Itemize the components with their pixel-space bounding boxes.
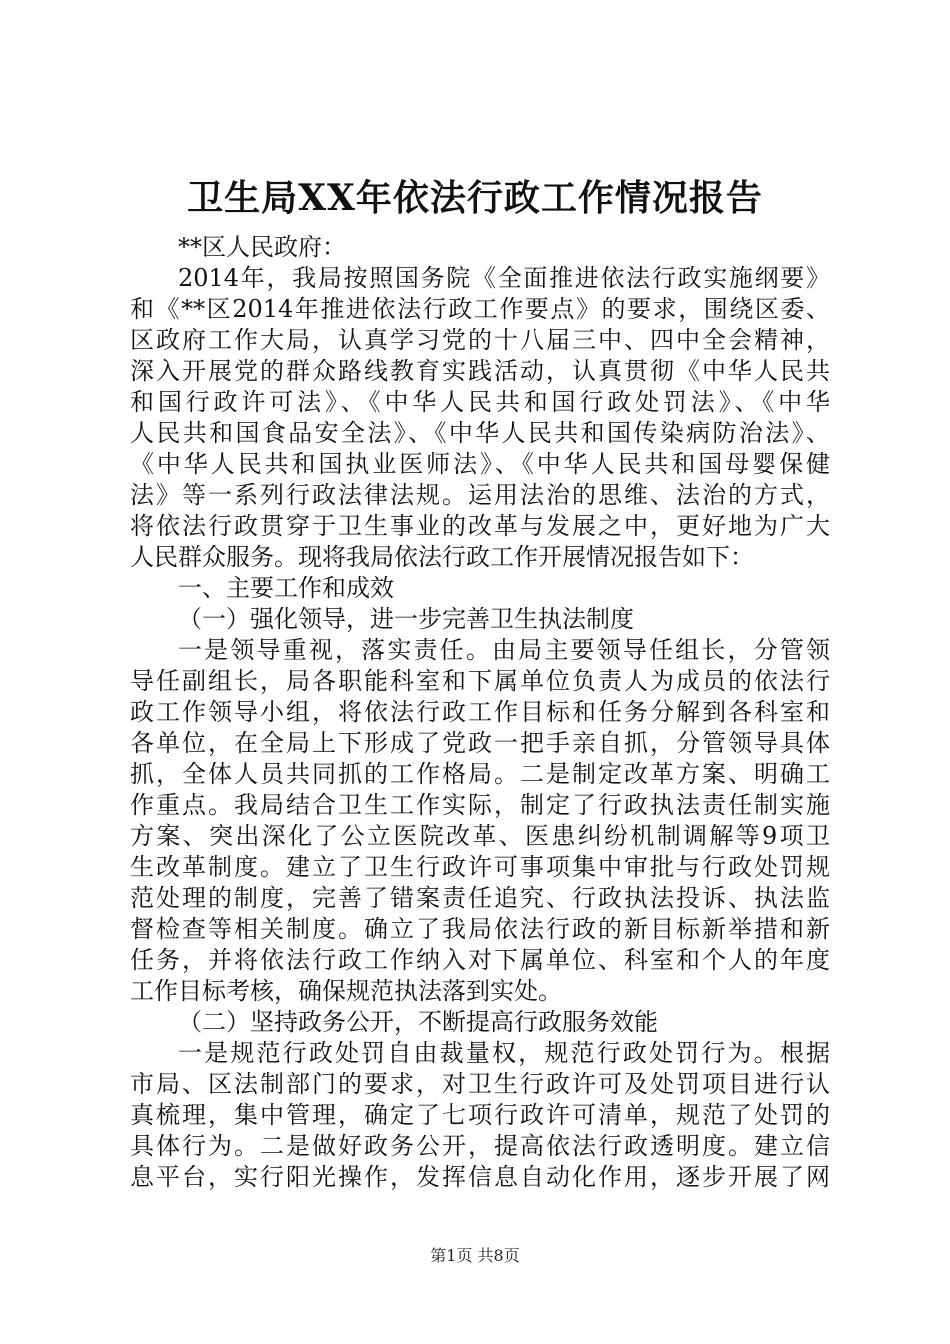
salutation: **区人民政府： — [178, 233, 346, 261]
paragraph-line: 《中华人民共和国执业医师法》、《中华人民共和国母婴保健 — [130, 450, 830, 478]
paragraph-line: 人民共和国食品安全法》、《中华人民共和国传染病防治法》、 — [130, 419, 830, 447]
paragraph-line: 和《**区2014年推进依法行政工作要点》的要求，围绕区委、 — [130, 295, 830, 323]
paragraph-line: 生改革制度。建立了卫生行政许可事项集中审批与行政处罚规 — [130, 853, 830, 881]
paragraph-line: 区政府工作大局，认真学习党的十八届三中、四中全会精神， — [130, 326, 830, 354]
page-footer: 第1页 共8页 — [430, 1246, 520, 1265]
paragraph-line: 真梳理，集中管理，确定了七项行政许可清单，规范了处罚的 — [130, 1101, 830, 1129]
paragraph-line: 导任副组长，局各职能科室和下属单位负责人为成员的依法行 — [130, 667, 830, 695]
paragraph-line: 和国行政许可法》、《中华人民共和国行政处罚法》、《中华 — [130, 388, 830, 416]
paragraph-line: 将依法行政贯穿于卫生事业的改革与发展之中，更好地为广大 — [130, 512, 830, 540]
paragraph-line: 工作目标考核，确保规范执法落到实处。 — [130, 977, 562, 1005]
paragraph-line: 一是领导重视，落实责任。由局主要领导任组长，分管领 — [178, 636, 830, 664]
paragraph-line: 方案、突出深化了公立医院改革、医患纠纷机制调解等9项卫 — [130, 822, 830, 850]
paragraph-line: 法》等一系列行政法律法规。运用法治的思维、法治的方式， — [130, 481, 830, 509]
paragraph-line: 抓，全体人员共同抓的工作格局。二是制定改革方案、明确工 — [130, 760, 830, 788]
document-body — [130, 232, 830, 1193]
paragraph-line: 2014年，我局按照国务院《全面推进依法行政实施纲要》 — [178, 264, 830, 292]
paragraph-line: 一是规范行政处罚自由裁量权，规范行政处罚行为。根据 — [178, 1039, 830, 1067]
paragraph-line: 深入开展党的群众路线教育实践活动，认真贯彻《中华人民共 — [130, 357, 830, 385]
section-heading: 一、主要工作和成效 — [178, 574, 394, 602]
paragraph-line: 督检查等相关制度。确立了我局依法行政的新目标新举措和新 — [130, 915, 830, 943]
paragraph-line: 人民群众服务。现将我局依法行政工作开展情况报告如下： — [130, 543, 754, 571]
document-title: 卫生局XX年依法行政工作情况报告 — [187, 177, 763, 219]
paragraph-line: 各单位，在全局上下形成了党政一把手亲自抓，分管领导具体 — [130, 729, 830, 757]
subsection-heading: （一）强化领导，进一步完善卫生执法制度 — [178, 605, 634, 633]
paragraph-line: 具体行为。二是做好政务公开，提高依法行政透明度。建立信 — [130, 1132, 830, 1160]
paragraph-line: 政工作领导小组，将依法行政工作目标和任务分解到各科室和 — [130, 698, 830, 726]
paragraph-line: 市局、区法制部门的要求，对卫生行政许可及处罚项目进行认 — [130, 1070, 830, 1098]
subsection-heading: （二）坚持政务公开，不断提高行政服务效能 — [178, 1008, 658, 1036]
paragraph-line: 息平台，实行阳光操作，发挥信息自动化作用，逐步开展了网 — [130, 1163, 830, 1191]
paragraph-line: 范处理的制度，完善了错案责任追究、行政执法投诉、执法监 — [130, 884, 830, 912]
paragraph-line: 作重点。我局结合卫生工作实际，制定了行政执法责任制实施 — [130, 791, 830, 819]
paragraph-line: 任务，并将依法行政工作纳入对下属单位、科室和个人的年度 — [130, 946, 830, 974]
